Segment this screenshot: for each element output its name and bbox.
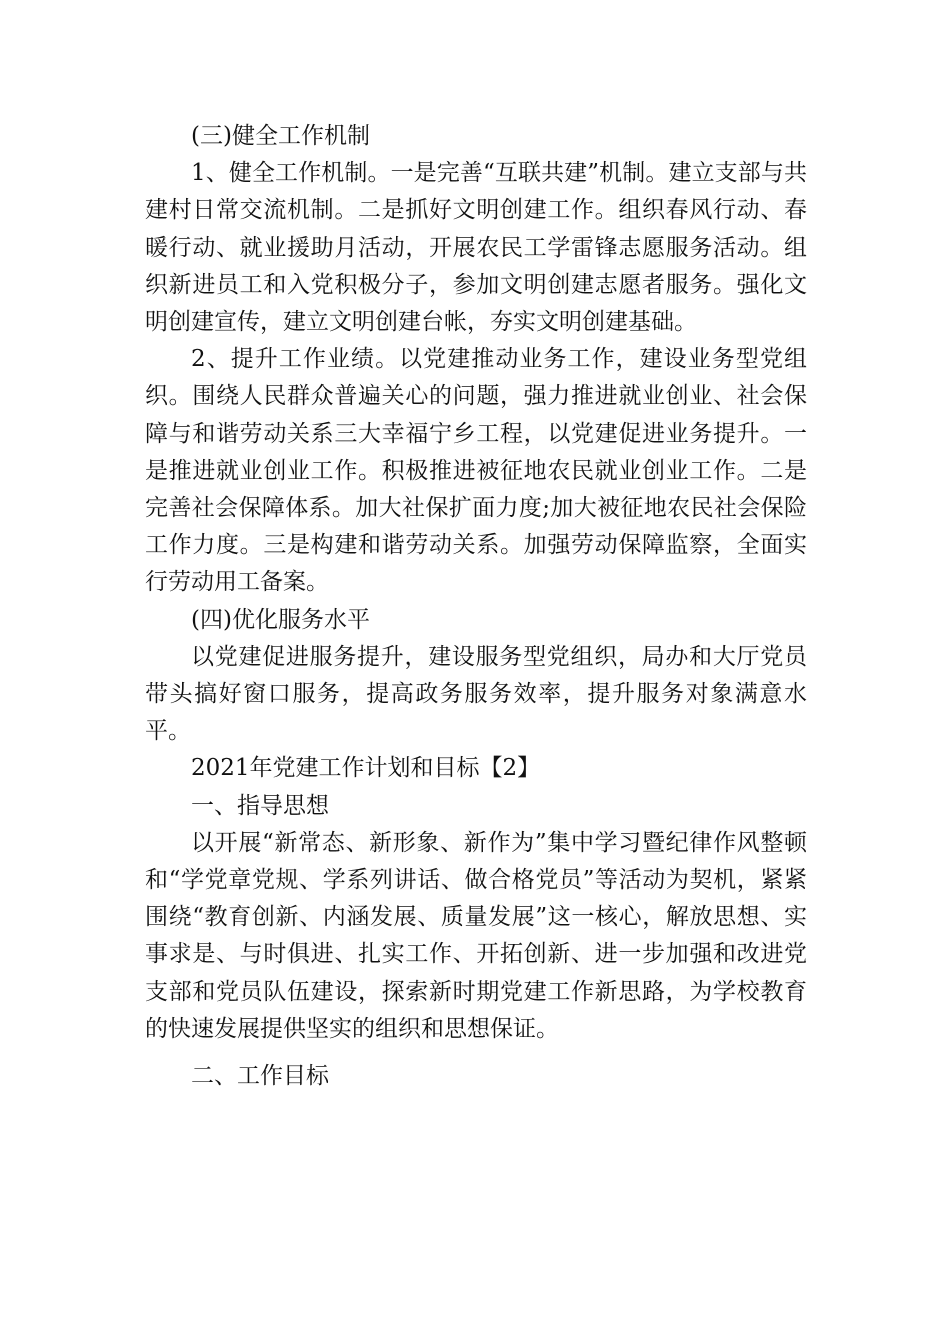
section-title: 2021年党建工作计划和目标【2】 xyxy=(191,755,541,782)
document-page xyxy=(145,118,807,1095)
heading-guiding-ideology: 一、指导思想 xyxy=(191,792,329,819)
paragraph-work-mechanism: 1、健全工作机制。一是完善“互联共建”机制。建立支部与共建村日常交流机制。二是抓好文明创建工作。组织春风行动、春暖行动、就业援助月活动，开展农民工学雷锋志愿服务活动。组织新进员工和入党积极分子，参加文明创建志愿者服务。强化文明创建宣传，建立文明创建台帐，夯实文明创建基础。 xyxy=(145,160,807,336)
paragraph-guiding-ideology: 以开展“新常态、新形象、新作为”集中学习暨纪律作风整顿和“学党章党规、学系列讲话、做合格党员”等活动为契机，紧紧围绕“教育创新、内涵发展、质量发展”这一核心，解放思想、实事求是、与时俱进、扎实工作、开拓创新、进一步加强和改进党支部和党员队伍建设，探索新时期党建工作新思路，为学校教育的快速发展提供坚实的组织和思想保证。 xyxy=(145,829,807,1042)
heading-work-goals: 二、工作目标 xyxy=(191,1063,329,1090)
heading-optimize-service: (四)优化服务水平 xyxy=(191,606,370,633)
paragraph-work-performance: 2、提升工作业绩。以党建推动业务工作，建设业务型党组织。围绕人民群众普遍关心的问题，强力推进就业创业、社会保障与和谐劳动关系三大幸福宁乡工程，以党建促进业务提升。一是推进就业创业工作。积极推进被征地农民就业创业工作。二是完善社会保障体系。加大社保扩面力度;加大被征地农民社会保险工作力度。三是构建和谐劳动关系。加强劳动保障监察，全面实行劳动用工备案。 xyxy=(145,346,807,596)
heading-improve-mechanism: (三)健全工作机制 xyxy=(191,123,370,149)
paragraph-service-improvement: 以党建促进服务提升，建设服务型党组织，局办和大厅党员带头搞好窗口服务，提高政务服务效率，提升服务对象满意水平。 xyxy=(145,643,807,745)
